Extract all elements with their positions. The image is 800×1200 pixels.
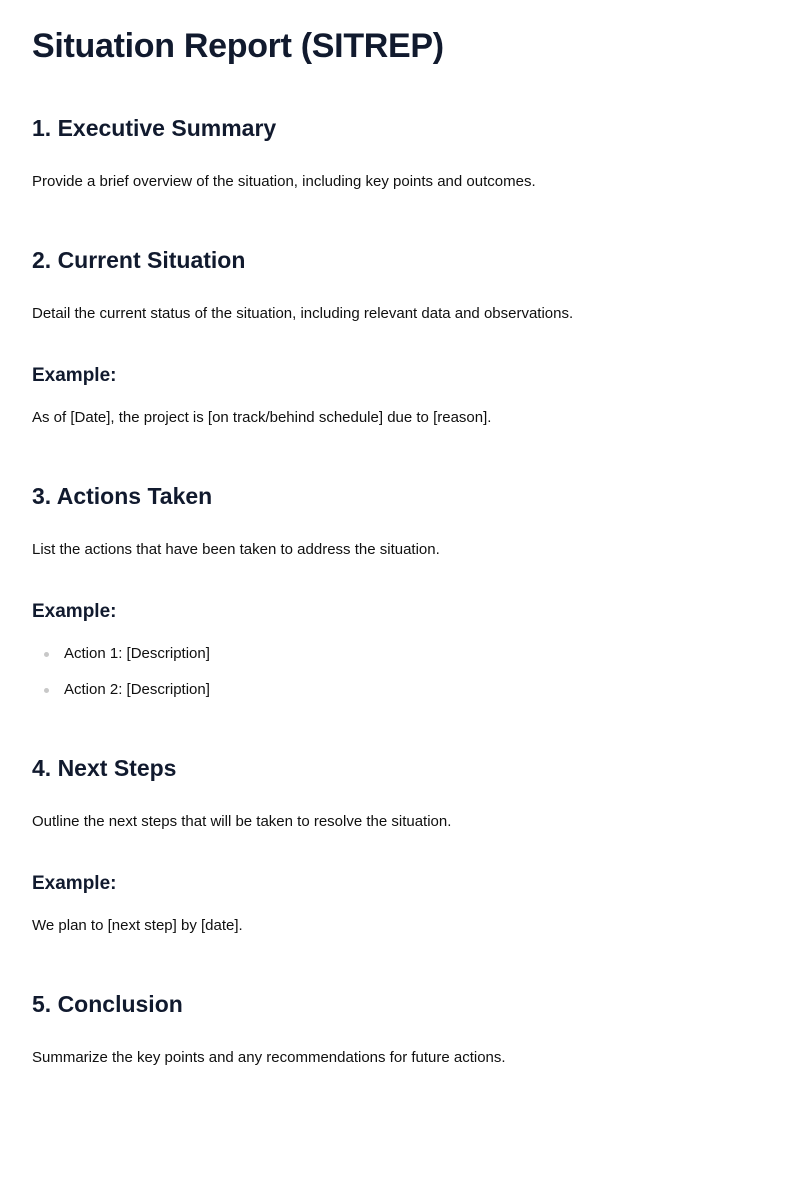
bullet-icon (44, 688, 49, 693)
list-item (32, 643, 768, 665)
section-body-executive-summary: Provide a brief overview of the situation, including key points and outcomes. (32, 173, 536, 190)
section-heading-current-situation: 2. Current Situation (32, 247, 246, 273)
list-item-text: Action 2: [Description] (64, 681, 210, 698)
example-text-current-situation: As of [Date], the project is [on track/behind schedule] due to [reason]. (32, 409, 492, 426)
list-item (32, 679, 768, 701)
section-body-conclusion: Summarize the key points and any recommendations for future actions. (32, 1049, 506, 1066)
section-heading-conclusion: 5. Conclusion (32, 991, 183, 1017)
section-heading-actions-taken: 3. Actions Taken (32, 483, 213, 509)
section-heading-executive-summary: 1. Executive Summary (32, 115, 277, 141)
example-heading-actions-taken: Example: (32, 601, 117, 622)
section-body-next-steps: Outline the next steps that will be taken to resolve the situation. (32, 813, 452, 830)
document-title: Situation Report (SITREP) (32, 27, 444, 65)
section-heading-next-steps: 4. Next Steps (32, 755, 177, 781)
list-item-text: Action 1: [Description] (64, 645, 210, 662)
example-heading-current-situation: Example: (32, 365, 117, 386)
section-body-actions-taken: List the actions that have been taken to address the situation. (32, 541, 440, 558)
example-text-next-steps: We plan to [next step] by [date]. (32, 917, 243, 934)
section-body-current-situation: Detail the current status of the situation, including relevant data and observations. (32, 305, 574, 322)
bullet-icon (44, 652, 49, 657)
example-heading-next-steps: Example: (32, 873, 117, 894)
actions-list (32, 643, 768, 701)
